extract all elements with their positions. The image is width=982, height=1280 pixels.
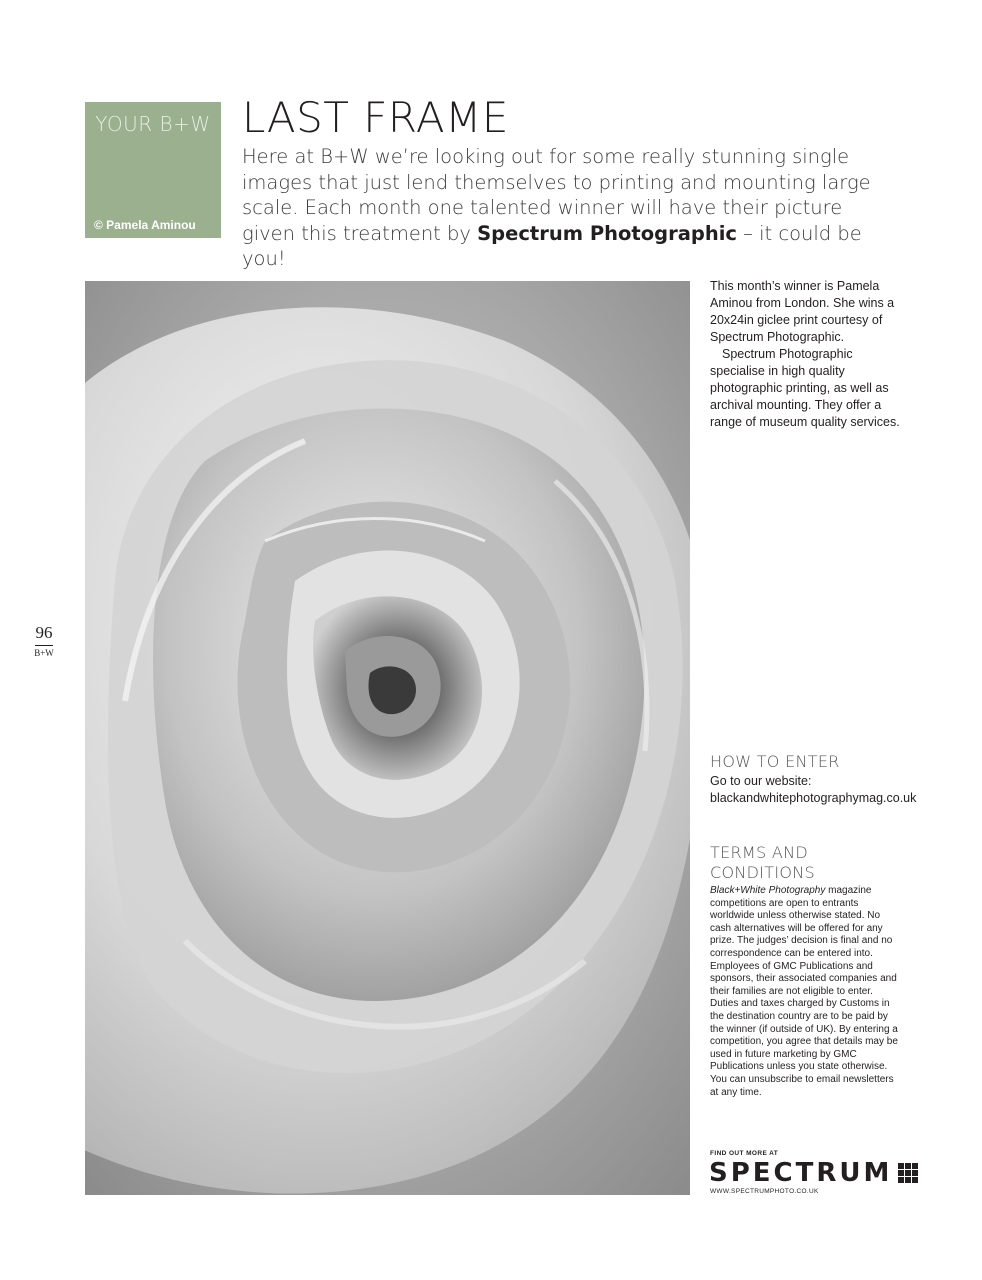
page-title: LAST FRAME: [242, 93, 509, 142]
spectrum-logo-text: SPECTRUM: [709, 1158, 893, 1188]
intro-sponsor: Spectrum Photographic: [477, 221, 737, 245]
terms-magazine-name: Black+White Photography: [710, 885, 826, 896]
how-to-enter-body: [710, 773, 940, 807]
winner-paragraph-1: This month’s winner is Pamela Aminou from London. She wins a 20x24in giclee print courtesy of Spectrum Photographic.: [710, 279, 895, 344]
intro-tail: – it could be you!: [242, 221, 862, 270]
terms-heading: TERMS AND CONDITIONS: [710, 843, 815, 882]
intro-paragraph: [242, 144, 892, 272]
website-link[interactable]: blackandwhitephotographymag.co.uk: [710, 791, 917, 805]
winning-photo-rose: [85, 281, 690, 1195]
folio-magazine: B+W: [34, 648, 54, 658]
intro-text: Here at B+W we’re looking out for some really stunning single images that just lend themselves to printing and mounting large scale. Each month one talented winner will have their picture given this treatment by: [242, 145, 871, 245]
folio-divider: [35, 645, 53, 646]
how-to-enter-heading: HOW TO ENTER: [710, 752, 840, 771]
winner-column: [710, 278, 900, 431]
how-to-enter-line: Go to our website:: [710, 774, 812, 788]
section-tag-box: [85, 102, 221, 238]
spectrum-logo: [709, 1158, 918, 1188]
page-number: 96: [35, 623, 53, 642]
section-label: YOUR B+W: [95, 112, 211, 136]
winner-paragraph-2: Spectrum Photographic specialise in high quality photographic printing, as well as archival mounting. They offer a range of museum quality services.: [710, 347, 900, 429]
photo-credit: © Pamela Aminou: [94, 218, 196, 232]
spectrum-url[interactable]: WWW.SPECTRUMPHOTO.CO.UK: [710, 1188, 819, 1195]
spectrum-grid-icon: [898, 1163, 918, 1183]
terms-body: [710, 885, 900, 1099]
rose-illustration: [85, 281, 690, 1195]
find-out-label: FIND OUT MORE AT: [710, 1150, 779, 1157]
terms-text: magazine competitions are open to entrants worldwide unless otherwise stated. No cash alternatives will be offered for any prize. The judges’ decision is final and no correspondence can be entered into. Employees of GMC Publications and sponsors, their associated companies and their families are not eligible to enter. Duties and taxes charged by Customs in the destination country are to be paid by the winner (if outside of UK). By entering a competition, you agree that details may be used in future marketing by GMC Publications unless you state otherwise. You can unsubscribe to email newsletters at any time.: [710, 885, 898, 1098]
